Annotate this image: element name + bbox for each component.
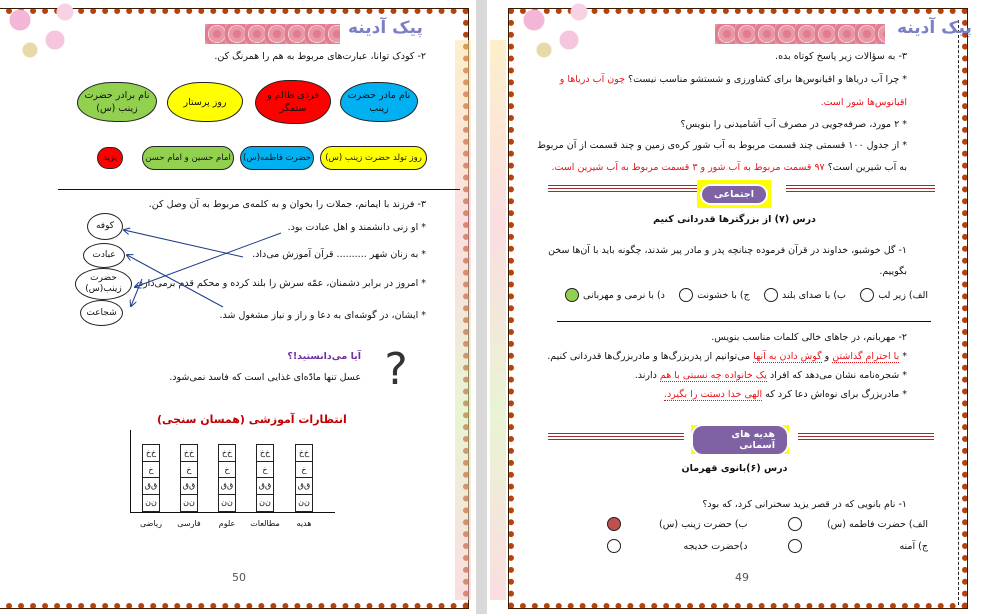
gift-option-b-label: ب) حضرت زینب (س) (659, 518, 748, 530)
text: * مادربزرگ برای نوه‌اش دعا کرد که (762, 389, 907, 400)
level-cell[interactable]: خ (219, 462, 235, 479)
sentence-1: * او زنی دانشمند و اهل عبادت بود. (287, 222, 426, 233)
gift-option-d[interactable] (607, 539, 748, 553)
pill-birthday[interactable]: روز تولد حضرت زینب (س) (320, 146, 427, 170)
did-you-know-text: عسل تنها مادّه‌ای غذایی است که فاسد نمی‌شود. (169, 372, 361, 383)
q3-title: ۳- فرزند با ایمانم، جملات را بخوان و به کلمه‌ی مربوط به آن وصل کن. (148, 199, 426, 210)
gift-option-b-radio-selected[interactable] (607, 517, 621, 531)
option-b[interactable] (764, 288, 846, 302)
y-axis (130, 430, 131, 513)
social-q1: ۱- گل خوشبو، خداوند در قرآن فرموده چنانچه پدر و مادر پیر شدند، چگونه باید با آن‌ها سخن (548, 245, 907, 256)
level-column-3 (218, 444, 236, 512)
level-cell[interactable]: ن‌ن (221, 497, 233, 507)
subject-label: ریاضی (140, 519, 162, 528)
did-you-know-title: آیا می‌دانستید!؟ (287, 351, 361, 362)
arrow-2 (124, 230, 243, 257)
gift-option-d-label: د)حضرت خدیجه (683, 540, 748, 552)
gift-option-d-radio[interactable] (607, 539, 621, 553)
fill-line-2 (635, 370, 907, 381)
q3-answer-1: اقیانوس‌ها شور است. (820, 97, 907, 108)
subject-label: هدیه (296, 519, 312, 528)
text: * (899, 351, 907, 362)
word-courage[interactable]: شجاعت (80, 300, 123, 326)
word-zeinab[interactable]: حضرت زینب(س) (75, 268, 132, 300)
option-b-radio[interactable] (764, 288, 778, 302)
gift-option-c-label: ج) آمنه (899, 540, 928, 552)
page-50 (0, 0, 476, 614)
expectations-title: انتظارات آموزشی (همسان سنجی) (157, 413, 347, 426)
option-d-radio-selected[interactable] (565, 288, 579, 302)
dashed-margin (958, 20, 959, 605)
arrow-1 (135, 233, 281, 287)
flowers-decoration (514, 0, 594, 60)
section-social-badge (697, 180, 771, 208)
level-cell[interactable]: خ (296, 462, 312, 479)
sentence-2: * به زنان شهر .......... قرآن آموزش می‌داد. (252, 249, 426, 260)
text: دارند. (634, 370, 660, 381)
level-cell[interactable]: ن‌ن (145, 497, 157, 507)
answer-text: الهی خدا دستت را بگیرد. (663, 389, 763, 400)
level-cell[interactable]: ق‌ق (181, 478, 197, 495)
level-cell[interactable]: خ (181, 462, 197, 479)
q3-question-3-cont (551, 162, 907, 173)
social-options (565, 287, 928, 303)
level-cell[interactable]: خ‌خ (219, 445, 235, 462)
sentence-3: * امروز در برابر دشمنان، عمّه سرش را بلند کرده و محکم قدم برمی‌دارد. (135, 278, 426, 289)
brand-logo: پیک آدینه (348, 18, 423, 38)
section-band (548, 185, 697, 192)
section-band (786, 185, 935, 192)
level-cell[interactable]: خ‌خ (257, 445, 273, 462)
option-a[interactable] (860, 288, 928, 302)
level-cell[interactable]: ن‌ن (298, 497, 310, 507)
gift-option-a[interactable] (788, 517, 929, 531)
level-cell[interactable]: خ‌خ (143, 445, 159, 462)
badge-label: اجتماعی (700, 184, 768, 205)
section-band (798, 433, 934, 440)
option-c-radio[interactable] (679, 288, 693, 302)
section-gifts-badge (691, 425, 789, 454)
cloud-brother[interactable]: نام برادر حضرت زینب (س) (77, 82, 157, 122)
subject-label: فارسی (177, 519, 201, 528)
divider (557, 321, 931, 322)
answer-text: گوش دادن به آنها (753, 351, 822, 362)
gift-option-c[interactable] (788, 539, 929, 553)
q3-question-1 (560, 74, 907, 85)
option-c-label: ج) با خشونت (697, 289, 750, 301)
level-column-1 (142, 444, 160, 512)
badge-label: هدیه های آسمانی (691, 424, 789, 456)
word-kufa[interactable]: کوفه (87, 213, 123, 240)
x-axis (130, 512, 335, 513)
option-b-label: ب) با صدای بلند (781, 289, 846, 301)
option-a-radio[interactable] (860, 288, 874, 302)
pill-imams[interactable]: امام حسین و امام حسن (142, 146, 234, 170)
level-cell[interactable]: خ‌خ (296, 445, 312, 462)
option-d[interactable] (565, 288, 665, 302)
level-cell[interactable]: خ (143, 462, 159, 479)
page-number: 50 (232, 571, 246, 584)
level-column-4 (256, 444, 274, 512)
answer-text: یک خانواده چه نسبتی با هم (659, 370, 767, 381)
social-q1-cont: بگوییم. (879, 266, 907, 277)
social-q2: ۲- مهربانم، در جاهای خالی کلمات مناسب بنویس. (711, 332, 907, 343)
brand-logo: پیک آدینه (897, 18, 972, 38)
q2-title: ۲- کودک توانا، عبارت‌های مربوط به هم را همرنگ کن. (214, 51, 426, 62)
question-text: به آب شیرین است؟ (827, 162, 907, 173)
option-a-label: الف) زیر لب (878, 289, 928, 301)
level-cell[interactable]: ق‌ق (257, 478, 273, 495)
gift-option-a-radio[interactable] (788, 517, 802, 531)
social-lesson-title: درس (۷) از بزرگترها قدردانی کنیم (653, 214, 816, 225)
gift-option-c-radio[interactable] (788, 539, 802, 553)
gifts-options (607, 517, 928, 553)
sentence-4: * ایشان، در گوشه‌ای به دعا و راز و نیاز مشغول شد. (219, 310, 426, 321)
pill-fatemeh[interactable]: حضرت فاطمه(س) (240, 146, 314, 170)
level-column-5 (295, 444, 313, 512)
arrow-4 (131, 279, 142, 306)
fill-line-1 (547, 351, 907, 362)
level-cell[interactable]: خ (257, 462, 273, 479)
answer-text: ۹۷ قسمت مربوط به آب شور و ۳ قسمت مربوط به آب شیرین است. (551, 162, 825, 173)
question-mark-icon: ? (384, 344, 408, 395)
text: و (821, 351, 833, 362)
word-worship[interactable]: عبادت (83, 243, 125, 268)
gift-option-b[interactable] (607, 517, 748, 531)
option-c[interactable] (679, 288, 750, 302)
question-text: * چرا آب دریاها و اقیانوس‌ها برای کشاورزی و شستشو مناسب نیست؟ (628, 74, 907, 85)
section-band (548, 433, 684, 440)
page-number: 49 (735, 571, 749, 584)
decorative-strip (490, 40, 506, 600)
level-cell[interactable]: ق‌ق (143, 478, 159, 495)
subject-label: علوم (218, 519, 236, 528)
cloud-tyrant[interactable]: فردی ظالم و ستمگر (255, 80, 331, 124)
fill-line-3 (664, 389, 907, 400)
q3-question-2: * ۲ مورد، صرفه‌جویی در مصرف آب آشامیدنی را بنویس؟ (680, 119, 907, 130)
answer-text: چون آب دریاها و (559, 74, 625, 85)
option-d-label: د) با نرمی و مهربانی (583, 289, 665, 301)
page-49 (487, 0, 982, 614)
level-cell[interactable]: ن‌ن (183, 497, 195, 507)
q3-question-3: * از جدول ۱۰۰ قسمتی چند قسمت مربوط به آب شور کره‌ی زمین و چند قسمت از آن مربوط (537, 140, 907, 151)
q3-title: ۳- به سؤالات زیر پاسخ کوتاه بده. (775, 51, 907, 62)
cloud-nurse-day[interactable]: روز پرستار (167, 82, 243, 122)
pill-yazid[interactable]: یزید (97, 147, 123, 169)
cloud-mother[interactable]: نام مادر حضرت زینب (340, 82, 418, 122)
gifts-lesson-title: درس (۶)بانوی قهرمان (681, 463, 788, 474)
subject-label: مطالعات (250, 519, 280, 528)
level-cell[interactable]: ن‌ن (259, 497, 271, 507)
level-cell[interactable]: ق‌ق (219, 478, 235, 495)
level-cell[interactable]: خ‌خ (181, 445, 197, 462)
text: می‌توانیم از پدربزرگ‌ها و مادربزرگ‌ها قدردانی کنیم. (547, 351, 754, 362)
gifts-q1: ۱- نام بانویی که در قصر یزید سخنرانی کرد، که بود؟ (702, 499, 907, 510)
text: * شجره‌نامه نشان می‌دهد که افراد (766, 370, 907, 381)
gift-option-a-label: الف) حضرت فاطمه (س) (826, 518, 928, 530)
level-column-2 (180, 444, 198, 512)
level-cell[interactable]: ق‌ق (296, 478, 312, 495)
answer-text: با احترام گذاشتن (832, 351, 900, 362)
roses-decoration (715, 24, 885, 44)
